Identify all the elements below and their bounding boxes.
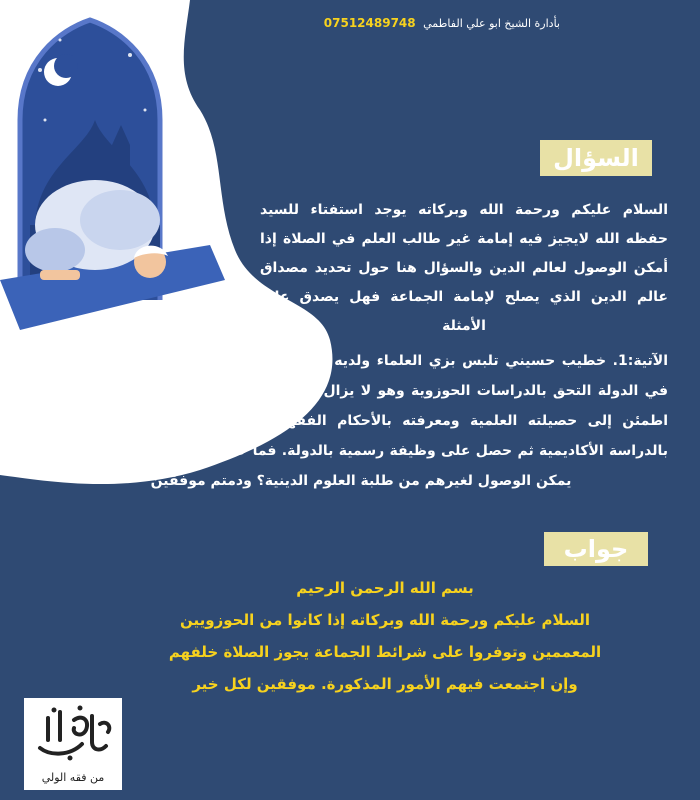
answer-line: وإن اجتمعت فيهم الأمور المذكورة. موفقين لكل خير (192, 675, 578, 693)
header-text: بأدارة الشيخ ابو علي الفاطمي (423, 17, 560, 30)
answer-title-badge: جواب (544, 532, 648, 566)
answer-line: السلام عليكم ورحمة الله وبركاته إذا كانوا من الحوزويين (180, 611, 590, 629)
answer-line: بسم الله الرحمن الرحيم (296, 579, 474, 597)
logo-box (24, 698, 122, 790)
answer-text (150, 572, 620, 700)
header-contact (324, 16, 560, 30)
question-text-bottom: الآتية:1. خطيب حسيني تلبس بزي العلماء ولديه اطلاع واسع للأحكام الفقهية 2. موظف في الدولة التحق بالدراسات الحوزوية وهو لا يزال على وظيفته ولبس زي العلماء بعد أن اطمئن إلى حصيلته العلمية ومعرفته بالأحكام الفقهية 3. طالب علم حوزوي التحق بالدراسة الأكاديمية ثم حصل على وظيفة رسمية بالدولة. فما حكم الائتمام بهؤلاء في حال يمكن الوصول لغيرهم من طلبة العلوم الدينية؟ ودمتم موفقين (54, 353, 669, 489)
question-title-badge: السؤال (540, 140, 652, 176)
logo-caption: من فقه الولي (41, 771, 105, 784)
answer-line: المعممين وتوفروا على شرائط الجماعة يجوز الصلاة خلفهم (168, 643, 602, 661)
question-text-top: السلام عليكم ورحمة الله وبركاته يوجد استفتاء للسيد حفظه الله لايجيز فيه إمامة غير طالب العلم في الصلاة إذا أمكن الوصول لعالم الدين والسؤال هنا حول تحديد مصداق عالم الدين الذي يصلح لإمامة الجماعة فهل يصدق على الأمثلة (260, 202, 668, 334)
calligraphy-logo-icon (30, 700, 116, 764)
phone-number[interactable]: 07512489748 (323, 16, 416, 30)
